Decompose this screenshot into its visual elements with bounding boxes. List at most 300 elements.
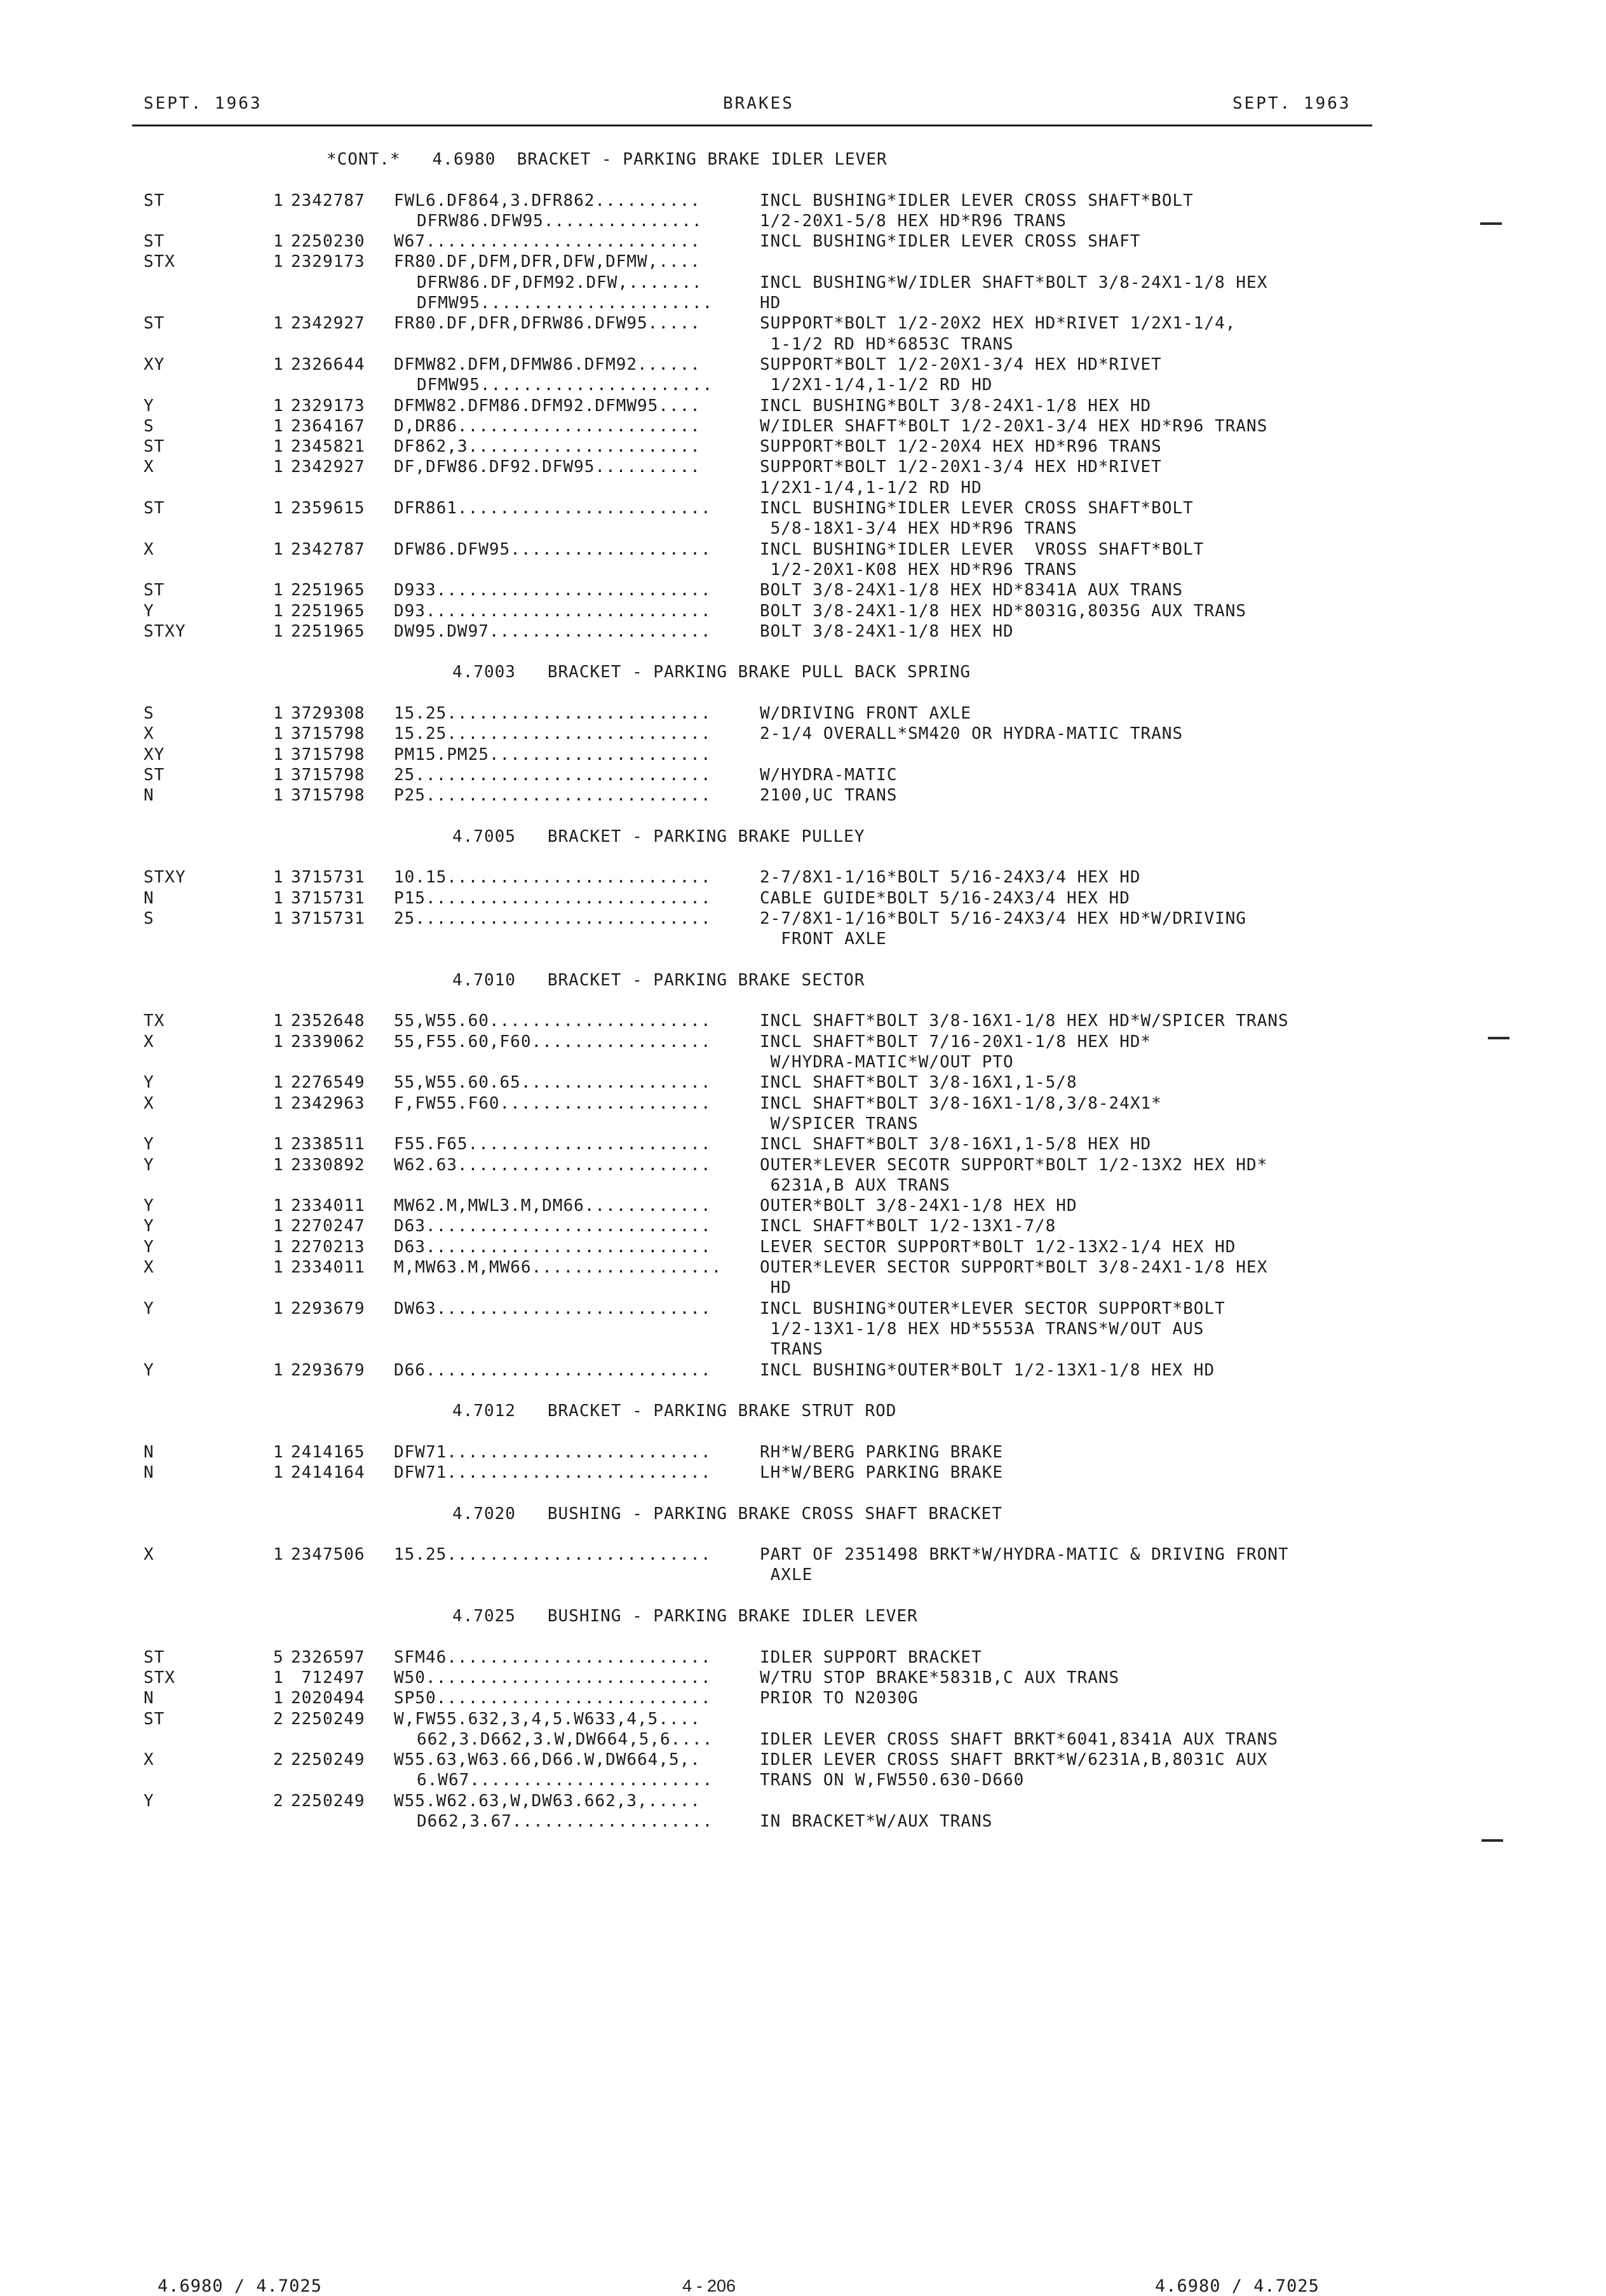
parts-row — [0, 1443, 1606, 1463]
parts-row — [0, 375, 1606, 396]
quantity: 1 — [273, 1299, 284, 1318]
parts-row — [0, 1258, 1606, 1278]
application: PM15.PM25..................... — [394, 745, 712, 764]
remarks: INCL BUSHING*IDLER LEVER VROSS SHAFT*BOLT — [760, 539, 1204, 559]
parts-row — [0, 396, 1606, 417]
remarks: FRONT AXLE — [760, 929, 887, 949]
remarks: INCL BUSHING*OUTER*LEVER SECTOR SUPPORT*BOLT — [760, 1299, 1225, 1318]
parts-row — [0, 335, 1606, 355]
margin-mark — [1488, 1037, 1509, 1039]
parts-row — [0, 786, 1606, 806]
remarks: 1/2-20X1-5/8 HEX HD*R96 TRANS — [760, 211, 1067, 231]
quantity: 1 — [273, 601, 284, 621]
part-number: 2251965 — [291, 601, 365, 621]
parts-row — [0, 273, 1606, 294]
application: 15.25......................... — [394, 704, 712, 724]
quantity: 1 — [273, 252, 284, 272]
parts-row — [0, 889, 1606, 909]
model-code: XY — [144, 355, 165, 374]
remarks: 6231A,B AUX TRANS — [760, 1175, 950, 1195]
remarks: IN BRACKET*W/AUX TRANS — [760, 1812, 993, 1832]
model-code: X — [144, 1032, 154, 1051]
part-number: 2338511 — [291, 1135, 365, 1154]
quantity: 1 — [273, 908, 284, 928]
parts-row — [0, 766, 1606, 786]
remarks: IDLER LEVER CROSS SHAFT BRKT*6041,8341A AUX TRANS — [760, 1729, 1279, 1749]
remarks: W/DRIVING FRONT AXLE — [760, 704, 972, 724]
part-number: 2329173 — [291, 396, 365, 415]
part-number: 3715731 — [291, 868, 365, 888]
parts-row — [0, 1196, 1606, 1217]
remarks: TRANS ON W,FW550.630-D660 — [760, 1771, 1025, 1790]
application: D66........................... — [394, 1360, 712, 1380]
quantity: 1 — [273, 396, 284, 415]
parts-row — [0, 1176, 1606, 1196]
catalog-body — [0, 150, 1606, 1832]
quantity: 2 — [273, 1709, 284, 1729]
parts-row — [0, 1648, 1606, 1668]
application: DW63.......................... — [394, 1299, 712, 1318]
remarks: 2-7/8X1-1/16*BOLT 5/16-24X3/4 HEX HD — [760, 868, 1141, 888]
remarks: W/SPICER TRANS — [760, 1114, 919, 1133]
parts-row — [0, 1730, 1606, 1750]
part-number: 712497 — [291, 1668, 365, 1687]
application: FR80.DF,DFR,DFRW86.DFW95..... — [394, 314, 701, 334]
model-code: ST — [144, 1647, 165, 1667]
section-title — [0, 1504, 1606, 1525]
parts-row — [0, 581, 1606, 601]
section-title-text: 4.7010 BRACKET - PARKING BRAKE SECTOR — [452, 970, 865, 990]
part-number: 3715731 — [291, 908, 365, 928]
parts-row — [0, 437, 1606, 457]
part-number: 2345821 — [291, 437, 365, 457]
remarks: PRIOR TO N2030G — [760, 1689, 919, 1708]
header-rule — [132, 125, 1372, 126]
parts-row — [0, 560, 1606, 581]
parts-row — [0, 1689, 1606, 1709]
parts-row — [0, 1320, 1606, 1340]
application: W50........................... — [394, 1668, 712, 1687]
model-code: S — [144, 416, 154, 436]
quantity: 1 — [273, 1545, 284, 1565]
application: MW62.M,MWL3.M,DM66............ — [394, 1196, 712, 1216]
application: 25............................ — [394, 908, 712, 928]
part-number: 2251965 — [291, 621, 365, 641]
model-code: Y — [144, 1073, 154, 1093]
part-number: 2414165 — [291, 1442, 365, 1462]
part-number: 2329173 — [291, 252, 365, 272]
parts-row — [0, 417, 1606, 437]
parts-row — [0, 1463, 1606, 1483]
remarks: INCL BUSHING*IDLER LEVER CROSS SHAFT*BOLT — [760, 499, 1194, 518]
part-number: 2352648 — [291, 1011, 365, 1031]
model-code: N — [144, 1442, 154, 1462]
application: DFW71......................... — [394, 1442, 712, 1462]
part-number: 3729308 — [291, 704, 365, 724]
parts-row — [0, 929, 1606, 950]
application: D63........................... — [394, 1237, 712, 1257]
remarks: IDLER LEVER CROSS SHAFT BRKT*W/6231A,B,8031C AUX — [760, 1750, 1268, 1770]
model-code: ST — [144, 232, 165, 252]
model-code: Y — [144, 1360, 154, 1380]
parts-row — [0, 540, 1606, 560]
parts-row — [0, 1299, 1606, 1320]
part-number: 2334011 — [291, 1196, 365, 1216]
quantity: 1 — [273, 1360, 284, 1380]
quantity: 1 — [273, 314, 284, 334]
part-number: 2330892 — [291, 1155, 365, 1175]
application: DF,DFW86.DF92.DFW95.......... — [394, 457, 701, 477]
model-code: TX — [144, 1011, 165, 1031]
parts-row — [0, 478, 1606, 499]
quantity: 1 — [273, 457, 284, 477]
parts-row — [0, 519, 1606, 539]
model-code: X — [144, 724, 154, 744]
part-number: 2334011 — [291, 1258, 365, 1278]
application: P15........................... — [394, 888, 712, 908]
section-title — [0, 827, 1606, 847]
part-number: 2342787 — [291, 539, 365, 559]
remarks: 1/2-13X1-1/8 HEX HD*5553A TRANS*W/OUT AUS — [760, 1319, 1204, 1339]
remarks: 1-1/2 RD HD*6853C TRANS — [760, 334, 1014, 354]
remarks: OUTER*LEVER SECOTR SUPPORT*BOLT 1/2-13X2 HEX HD* — [760, 1155, 1268, 1175]
model-code: STXY — [144, 621, 186, 641]
parts-row — [0, 745, 1606, 766]
quantity: 1 — [273, 1135, 284, 1154]
quantity: 1 — [273, 1689, 284, 1708]
application: W55.W62.63,W,DW63.662,3,..... — [394, 1791, 701, 1811]
remarks: OUTER*LEVER SECTOR SUPPORT*BOLT 3/8-24X1-1/8 HEX — [760, 1258, 1268, 1278]
quantity: 1 — [273, 1237, 284, 1257]
part-number: 2250249 — [291, 1750, 365, 1770]
application: 55,W55.60.65.................. — [394, 1073, 712, 1093]
section-gap — [0, 1381, 1606, 1401]
parts-row — [0, 1032, 1606, 1053]
quantity: 2 — [273, 1750, 284, 1770]
section-title-text: 4.7025 BUSHING - PARKING BRAKE IDLER LEVER — [452, 1607, 918, 1626]
footer-page-number: 4 - 206 — [682, 2276, 736, 2295]
model-code: ST — [144, 1709, 165, 1729]
quantity: 1 — [273, 1093, 284, 1113]
model-code: Y — [144, 1135, 154, 1154]
section-gap — [0, 950, 1606, 971]
quantity: 1 — [273, 745, 284, 764]
quantity: 1 — [273, 1463, 284, 1482]
model-code: X — [144, 539, 154, 559]
quantity: 1 — [273, 539, 284, 559]
application: D63........................... — [394, 1217, 712, 1236]
model-code: ST — [144, 765, 165, 785]
parts-row — [0, 868, 1606, 888]
quantity: 1 — [273, 191, 284, 210]
remarks: BOLT 3/8-24X1-1/8 HEX HD*8031G,8035G AUX TRANS — [760, 601, 1247, 621]
application: P25........................... — [394, 786, 712, 806]
application: DFW86.DFW95................... — [394, 539, 712, 559]
model-code: ST — [144, 581, 165, 600]
parts-row — [0, 457, 1606, 478]
parts-row — [0, 1812, 1606, 1832]
header-date-left: SEPT. 1963 — [144, 94, 262, 113]
remarks: SUPPORT*BOLT 1/2-20X2 HEX HD*RIVET 1/2X1-1/4, — [760, 314, 1236, 334]
model-code: S — [144, 704, 154, 724]
application: 25............................ — [394, 765, 712, 785]
parts-row — [0, 1565, 1606, 1586]
part-number: 2293679 — [291, 1360, 365, 1380]
application: 10.15......................... — [394, 868, 712, 888]
part-number: 2293679 — [291, 1299, 365, 1318]
part-number: 3715798 — [291, 724, 365, 744]
model-code: Y — [144, 1237, 154, 1257]
section-title-text: 4.7005 BRACKET - PARKING BRAKE PULLEY — [452, 827, 865, 846]
section-title-text: 4.7003 BRACKET - PARKING BRAKE PULL BACK SPRING — [452, 663, 971, 682]
parts-row — [0, 232, 1606, 252]
remarks: INCL SHAFT*BOLT 7/16-20X1-1/8 HEX HD* — [760, 1032, 1152, 1051]
model-code: ST — [144, 437, 165, 457]
model-code: STX — [144, 1668, 175, 1687]
application: DFRW86.DF,DFM92.DFW,....... — [417, 273, 703, 292]
quantity: 1 — [273, 499, 284, 518]
quantity: 1 — [273, 1668, 284, 1687]
model-code: Y — [144, 1217, 154, 1236]
model-code: Y — [144, 1791, 154, 1811]
parts-row — [0, 1771, 1606, 1791]
section-gap — [0, 642, 1606, 663]
footer-range-right: 4.6980 / 4.7025 — [1155, 2276, 1319, 2296]
quantity: 1 — [273, 416, 284, 436]
section-gap — [0, 170, 1606, 191]
quantity: 1 — [273, 888, 284, 908]
remarks: 5/8-18X1-3/4 HEX HD*R96 TRANS — [760, 519, 1077, 539]
part-number: 2342927 — [291, 314, 365, 334]
application: DFR861........................ — [394, 499, 712, 518]
model-code: X — [144, 1093, 154, 1113]
remarks: IDLER SUPPORT BRACKET — [760, 1647, 982, 1667]
model-code: Y — [144, 396, 154, 415]
quantity: 1 — [273, 621, 284, 641]
remarks: INCL BUSHING*IDLER LEVER CROSS SHAFT*BOLT — [760, 191, 1194, 210]
part-number: 2270213 — [291, 1237, 365, 1257]
section-title — [0, 1607, 1606, 1627]
parts-row — [0, 499, 1606, 519]
remarks: W/IDLER SHAFT*BOLT 1/2-20X1-3/4 HEX HD*R96 TRANS — [760, 416, 1268, 436]
remarks: 1/2-20X1-K08 HEX HD*R96 TRANS — [760, 560, 1077, 579]
parts-row — [0, 1668, 1606, 1689]
model-code: X — [144, 1258, 154, 1278]
parts-row — [0, 1340, 1606, 1360]
part-number: 2339062 — [291, 1032, 365, 1051]
parts-row — [0, 1750, 1606, 1771]
margin-mark — [1480, 222, 1502, 225]
quantity: 1 — [273, 1032, 284, 1051]
remarks: BOLT 3/8-24X1-1/8 HEX HD — [760, 621, 1014, 641]
parts-row — [0, 191, 1606, 212]
parts-row — [0, 212, 1606, 232]
application: DF862,3...................... — [394, 437, 701, 457]
application: DFMW95...................... — [417, 375, 713, 395]
remarks: AXLE — [760, 1565, 813, 1585]
quantity: 1 — [273, 1196, 284, 1216]
quantity: 1 — [273, 1011, 284, 1031]
remarks: INCL SHAFT*BOLT 3/8-16X1-1/8,3/8-24X1* — [760, 1093, 1162, 1113]
quantity: 1 — [273, 704, 284, 724]
quantity: 1 — [273, 786, 284, 806]
application: SP50.......................... — [394, 1689, 712, 1708]
remarks: SUPPORT*BOLT 1/2-20X4 HEX HD*R96 TRANS — [760, 437, 1162, 457]
remarks: OUTER*BOLT 3/8-24X1-1/8 HEX HD — [760, 1196, 1077, 1216]
remarks: INCL SHAFT*BOLT 3/8-16X1-1/8 HEX HD*W/SPICER TRANS — [760, 1011, 1289, 1031]
remarks: W/HYDRA-MATIC — [760, 765, 898, 785]
part-number: 3715798 — [291, 786, 365, 806]
quantity: 1 — [273, 868, 284, 888]
remarks: INCL BUSHING*IDLER LEVER CROSS SHAFT — [760, 232, 1141, 252]
parts-row — [0, 1094, 1606, 1114]
part-number: 2364167 — [291, 416, 365, 436]
quantity: 1 — [273, 1155, 284, 1175]
parts-row — [0, 909, 1606, 929]
application: FWL6.DF864,3.DFR862.......... — [394, 191, 701, 210]
section-gap — [0, 1586, 1606, 1607]
model-code: N — [144, 888, 154, 908]
quantity: 1 — [273, 232, 284, 252]
remarks: W/HYDRA-MATIC*W/OUT PTO — [760, 1053, 1014, 1072]
model-code: STX — [144, 252, 175, 272]
part-number: 2326644 — [291, 355, 365, 374]
parts-row — [0, 1710, 1606, 1730]
remarks: INCL BUSHING*W/IDLER SHAFT*BOLT 3/8-24X1-1/8 HEX — [760, 273, 1268, 292]
parts-row — [0, 252, 1606, 273]
section-title-text: 4.7012 BRACKET - PARKING BRAKE STRUT ROD — [452, 1401, 897, 1421]
section-gap — [0, 1525, 1606, 1545]
remarks: BOLT 3/8-24X1-1/8 HEX HD*8341A AUX TRANS — [760, 581, 1184, 600]
model-code: ST — [144, 314, 165, 334]
parts-row — [0, 622, 1606, 642]
part-number: 2251965 — [291, 581, 365, 600]
application: 55,F55.60,F60................. — [394, 1032, 712, 1051]
remarks: 2100,UC TRANS — [760, 786, 898, 806]
model-code: STXY — [144, 868, 186, 888]
part-number: 2342787 — [291, 191, 365, 210]
parts-row — [0, 1545, 1606, 1565]
application: DFRW86.DFW95............... — [417, 211, 703, 231]
quantity: 5 — [273, 1647, 284, 1667]
section-title — [0, 971, 1606, 991]
part-number: 2414164 — [291, 1463, 365, 1482]
parts-row — [0, 314, 1606, 334]
parts-row — [0, 704, 1606, 724]
quantity: 1 — [273, 581, 284, 600]
quantity: 1 — [273, 355, 284, 374]
application: 15.25......................... — [394, 724, 712, 744]
part-number: 2276549 — [291, 1073, 365, 1093]
remarks: SUPPORT*BOLT 1/2-20X1-3/4 HEX HD*RIVET — [760, 457, 1162, 477]
parts-row — [0, 1217, 1606, 1237]
section-gap — [0, 1422, 1606, 1442]
section-title — [0, 663, 1606, 683]
quantity: 1 — [273, 1258, 284, 1278]
model-code: Y — [144, 1299, 154, 1318]
model-code: ST — [144, 499, 165, 518]
application: DFMW82.DFM,DFMW86.DFM92...... — [394, 355, 701, 374]
remarks: SUPPORT*BOLT 1/2-20X1-3/4 HEX HD*RIVET — [760, 355, 1162, 374]
application: D933.......................... — [394, 581, 712, 600]
model-code: S — [144, 908, 154, 928]
application: D,DR86....................... — [394, 416, 701, 436]
parts-row — [0, 724, 1606, 745]
part-number: 2020494 — [291, 1689, 365, 1708]
application: DFMW82.DFM86.DFM92.DFMW95.... — [394, 396, 701, 415]
part-number: 3715798 — [291, 765, 365, 785]
remarks: INCL SHAFT*BOLT 3/8-16X1,1-5/8 HEX HD — [760, 1135, 1152, 1154]
application: W55.63,W63.66,D66.W,DW664,5,. — [394, 1750, 701, 1770]
application: M,MW63.M,MW66.................. — [394, 1258, 722, 1278]
part-number: 2326597 — [291, 1647, 365, 1667]
remarks: LEVER SECTOR SUPPORT*BOLT 1/2-13X2-1/4 HEX HD — [760, 1237, 1236, 1257]
remarks: 1/2X1-1/4,1-1/2 RD HD — [760, 478, 982, 497]
part-number: 2250249 — [291, 1709, 365, 1729]
parts-row — [0, 1073, 1606, 1093]
section-title-text: *CONT.* 4.6980 BRACKET - PARKING BRAKE IDLER LEVER — [327, 150, 887, 169]
application: DFW71......................... — [394, 1463, 712, 1482]
parts-row — [0, 1156, 1606, 1176]
remarks: LH*W/BERG PARKING BRAKE — [760, 1463, 1004, 1482]
part-number: 2270247 — [291, 1217, 365, 1236]
section-title-text: 4.7020 BUSHING - PARKING BRAKE CROSS SHAFT BRACKET — [452, 1504, 1002, 1523]
part-number: 2359615 — [291, 499, 365, 518]
part-number: 2347506 — [291, 1545, 365, 1565]
model-code: Y — [144, 1196, 154, 1216]
application: 55,W55.60..................... — [394, 1011, 712, 1031]
quantity: 1 — [273, 1217, 284, 1236]
remarks: INCL BUSHING*BOLT 3/8-24X1-1/8 HEX HD — [760, 396, 1152, 415]
margin-mark — [1481, 1839, 1503, 1842]
parts-row — [0, 1361, 1606, 1381]
quantity: 2 — [273, 1791, 284, 1811]
remarks: 1/2X1-1/4,1-1/2 RD HD — [760, 375, 993, 395]
part-number: 2250230 — [291, 232, 365, 252]
model-code: ST — [144, 191, 165, 210]
header-title: BRAKES — [723, 94, 794, 113]
section-gap — [0, 991, 1606, 1011]
model-code: XY — [144, 745, 165, 764]
part-number: 3715731 — [291, 888, 365, 908]
section-gap — [0, 1483, 1606, 1504]
model-code: N — [144, 1463, 154, 1482]
parts-row — [0, 1792, 1606, 1812]
quantity: 1 — [273, 765, 284, 785]
remarks: INCL SHAFT*BOLT 1/2-13X1-7/8 — [760, 1217, 1056, 1236]
parts-row — [0, 294, 1606, 314]
model-code: X — [144, 1750, 154, 1770]
remarks: PART OF 2351498 BRKT*W/HYDRA-MATIC & DRIVING FRONT — [760, 1545, 1289, 1565]
application: 6.W67....................... — [417, 1771, 713, 1790]
quantity: 1 — [273, 724, 284, 744]
application: FR80.DF,DFM,DFR,DFW,DFMW,.... — [394, 252, 701, 272]
remarks: CABLE GUIDE*BOLT 5/16-24X3/4 HEX HD — [760, 888, 1130, 908]
parts-row — [0, 602, 1606, 622]
application: D93........................... — [394, 601, 712, 621]
remarks: INCL SHAFT*BOLT 3/8-16X1,1-5/8 — [760, 1073, 1077, 1093]
quantity: 1 — [273, 1073, 284, 1093]
parts-row — [0, 1053, 1606, 1073]
parts-row — [0, 1011, 1606, 1032]
application: W67.......................... — [394, 232, 701, 252]
application: W62.63........................ — [394, 1155, 712, 1175]
remarks: 2-1/4 OVERALL*SM420 OR HYDRA-MATIC TRANS — [760, 724, 1184, 744]
remarks: INCL BUSHING*OUTER*BOLT 1/2-13X1-1/8 HEX HD — [760, 1360, 1215, 1380]
section-title — [0, 150, 1606, 170]
model-code: Y — [144, 1155, 154, 1175]
part-number: 2342963 — [291, 1093, 365, 1113]
